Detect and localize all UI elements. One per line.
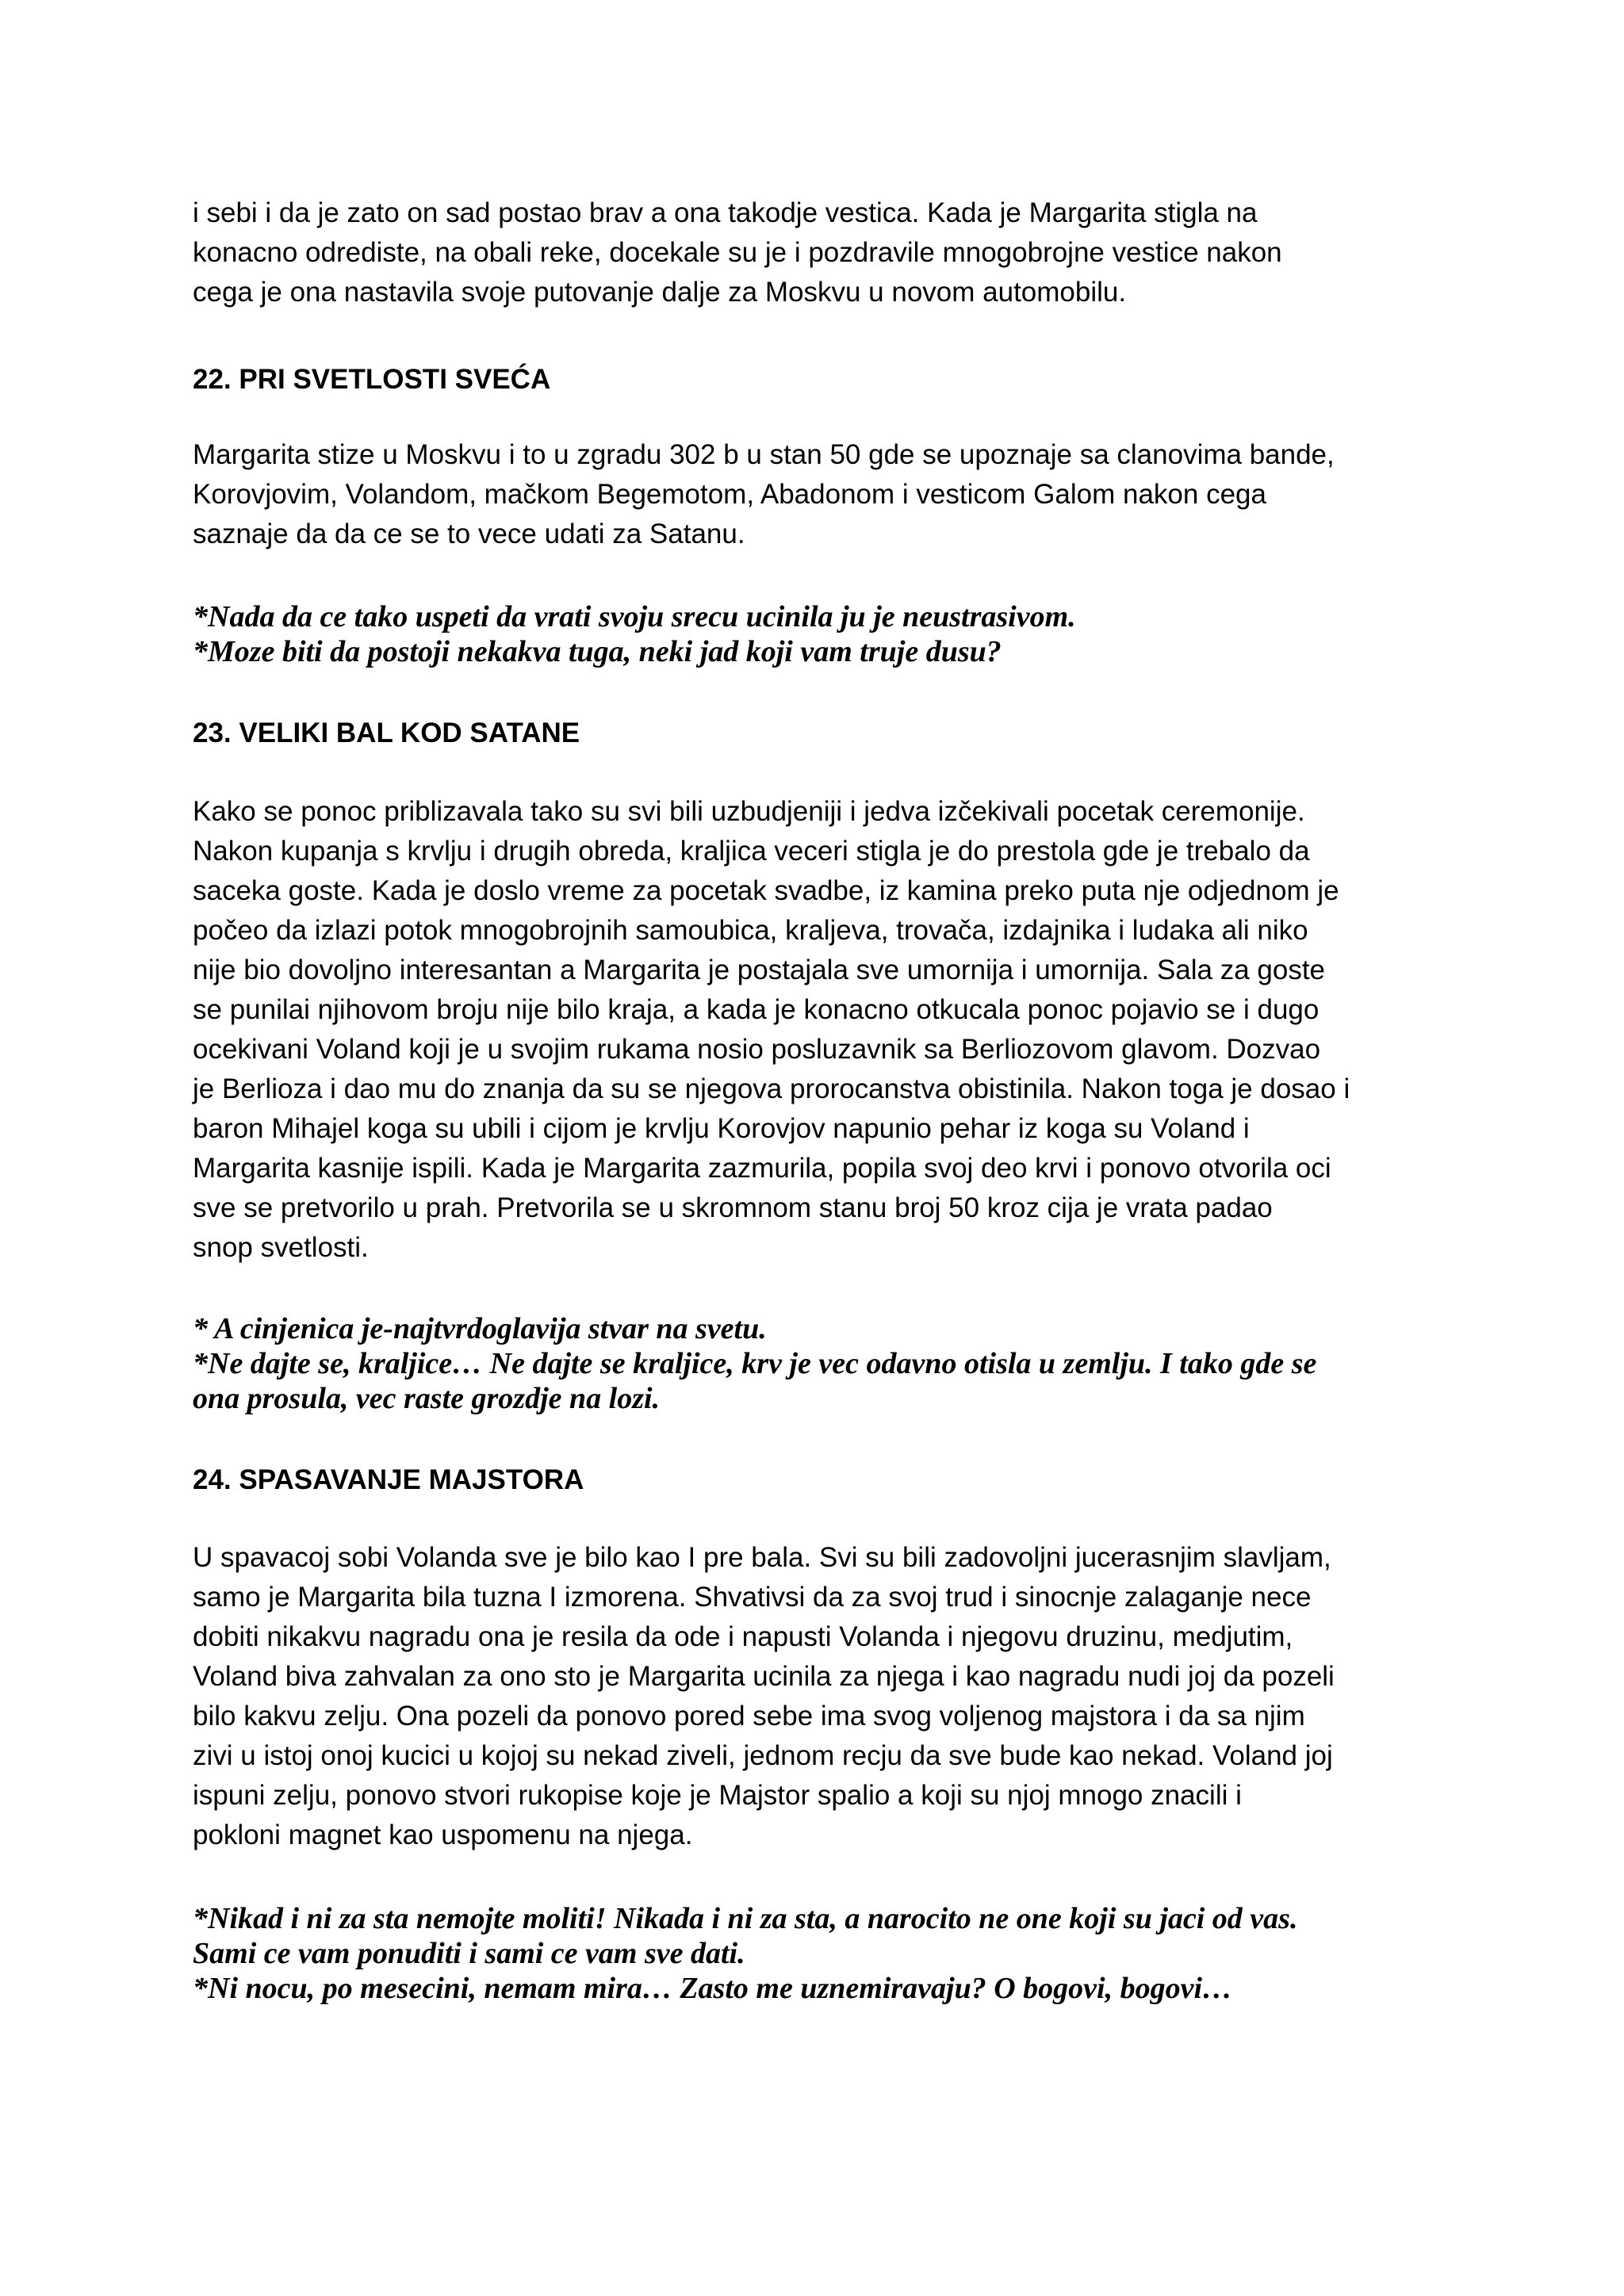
section-heading-23: 23. VELIKI BAL KOD SATANE — [193, 718, 580, 748]
quote-line: *Moze biti da postoji nekakva tuga, neki jad koji vam truje dusu? — [193, 635, 1002, 668]
paragraph-line: se punilai njihovom broju nije bilo kraja, a kada je konacno otkucala ponoc pojavio se i dugo — [193, 994, 1320, 1025]
quote-line: *Ni nocu, po mesecini, nemam mira… Zasto me uznemiravaju? O bogovi, bogovi… — [193, 1972, 1232, 2005]
paragraph-line: Voland biva zahvalan za ono sto je Margarita ucinila za njega i kao nagradu nudi joj da pozeli — [193, 1661, 1335, 1692]
paragraph-line: Margarita stize u Moskvu i to u zgradu 302 b u stan 50 gde se upoznaje sa clanovima bande, — [193, 439, 1335, 470]
paragraph-line: i sebi i da je zato on sad postao brav a ona takodje vestica. Kada je Margarita stigla na — [193, 197, 1258, 228]
quote-line: *Ne dajte se, kraljice… Ne dajte se kraljice, krv je vec odavno otisla u zemlju. I tako gde se — [193, 1347, 1317, 1380]
section-heading-22: 22. PRI SVETLOSTI SVEĆA — [193, 364, 551, 395]
paragraph-line: ocekivani Voland koji je u svojim rukama nosio posluzavnik sa Berliozovom glavom. Dozvao — [193, 1034, 1321, 1065]
paragraph-line: zivi u istoj onoj kucici u kojoj su nekad ziveli, jednom recju da sve bude kao nekad. Voland joj — [193, 1740, 1333, 1771]
paragraph-line: Korovjovim, Volandom, mačkom Begemotom, Abadonom i vesticom Galom nakon cega — [193, 479, 1266, 510]
paragraph-line: U spavacoj sobi Volanda sve je bilo kao I pre bala. Svi su bili zadovoljni jucerasnjim slavljam, — [193, 1542, 1331, 1573]
quote-line: *Nada da ce tako uspeti da vrati svoju srecu ucinila ju je neustrasivom. — [193, 600, 1076, 633]
paragraph-line: saceka goste. Kada je doslo vreme za pocetak svadbe, iz kamina preko puta nje odjednom je — [193, 875, 1339, 906]
paragraph-line: konacno odrediste, na obali reke, docekale su je i pozdravile mnogobrojne vestice nakon — [193, 237, 1282, 268]
paragraph-line: ispuni zelju, ponovo stvori rukopise koje je Majstor spalio a koji su njoj mnogo znacili i — [193, 1780, 1242, 1811]
paragraph-line: bilo kakvu zelju. Ona pozeli da ponovo pored sebe ima svog voljenog majstora i da sa njim — [193, 1701, 1305, 1732]
section-paragraph-22 — [193, 435, 1461, 554]
paragraph-line: snop svetlosti. — [193, 1232, 369, 1263]
paragraph-line: pokloni magnet kao uspomenu na njega. — [193, 1820, 693, 1850]
paragraph-line: cega je ona nastavila svoje putovanje dalje za Moskvu u novom automobilu. — [193, 277, 1127, 308]
paragraph-line: sve se pretvorilo u prah. Pretvorila se u skromnom stanu broj 50 kroz cija je vrata padao — [193, 1192, 1273, 1223]
section-quotes-22 — [193, 599, 1461, 669]
quote-line: Sami ce vam ponuditi i sami ce vam sve dati. — [193, 1937, 745, 1970]
section-heading-24: 24. SPASAVANJE MAJSTORA — [193, 1464, 584, 1495]
section-quotes-24 — [193, 1901, 1461, 2006]
paragraph-line: baron Mihajel koga su ubili i cijom je krvlju Korovjov napunio pehar iz koga su Voland i — [193, 1113, 1250, 1144]
quote-line: *Nikad i ni za sta nemojte moliti! Nikada i ni za sta, a narocito ne one koji su jaci od vas. — [193, 1902, 1298, 1935]
section-paragraph-23 — [193, 792, 1461, 1268]
quote-line: * A cinjenica je-najtvrdoglavija stvar na svetu. — [193, 1312, 767, 1345]
paragraph-line: počeo da izlazi potok mnogobrojnih samoubica, kraljeva, trovača, izdajnika i ludaka ali niko — [193, 915, 1308, 946]
section-paragraph-24 — [193, 1538, 1461, 1855]
paragraph-line: Kako se ponoc priblizavala tako su svi bili uzbudjeniji i jedva izčekivali pocetak ceremonije. — [193, 796, 1305, 827]
paragraph-line: saznaje da da ce se to vece udati za Satanu. — [193, 519, 745, 549]
quote-line: ona prosula, vec raste grozdje na lozi. — [193, 1382, 661, 1415]
paragraph-line: dobiti nikakvu nagradu ona je resila da ode i napusti Volanda i njegovu druzinu, medjutim, — [193, 1621, 1293, 1652]
section-quotes-23 — [193, 1311, 1461, 1416]
paragraph-line: je Berlioza i dao mu do znanja da su se njegova prorocanstva obistinila. Nakon toga je dosao i — [193, 1073, 1350, 1104]
paragraph-line: Nakon kupanja s krvlju i drugih obreda, kraljica veceri stigla je do prestola gde je trebalo da — [193, 836, 1310, 867]
paragraph-line: Margarita kasnije ispili. Kada je Margarita zazmurila, popila svoj deo krvi i ponovo otvorila oci — [193, 1153, 1331, 1184]
paragraph-line: nije bio dovoljno interesantan a Margarita je postajala sve umornija i umornija. Sala za goste — [193, 955, 1326, 985]
paragraph-line: samo je Margarita bila tuzna I izmorena. Shvativsi da za svoj trud i sinocnje zalaganje nece — [193, 1582, 1312, 1613]
intro-paragraph — [193, 193, 1461, 312]
